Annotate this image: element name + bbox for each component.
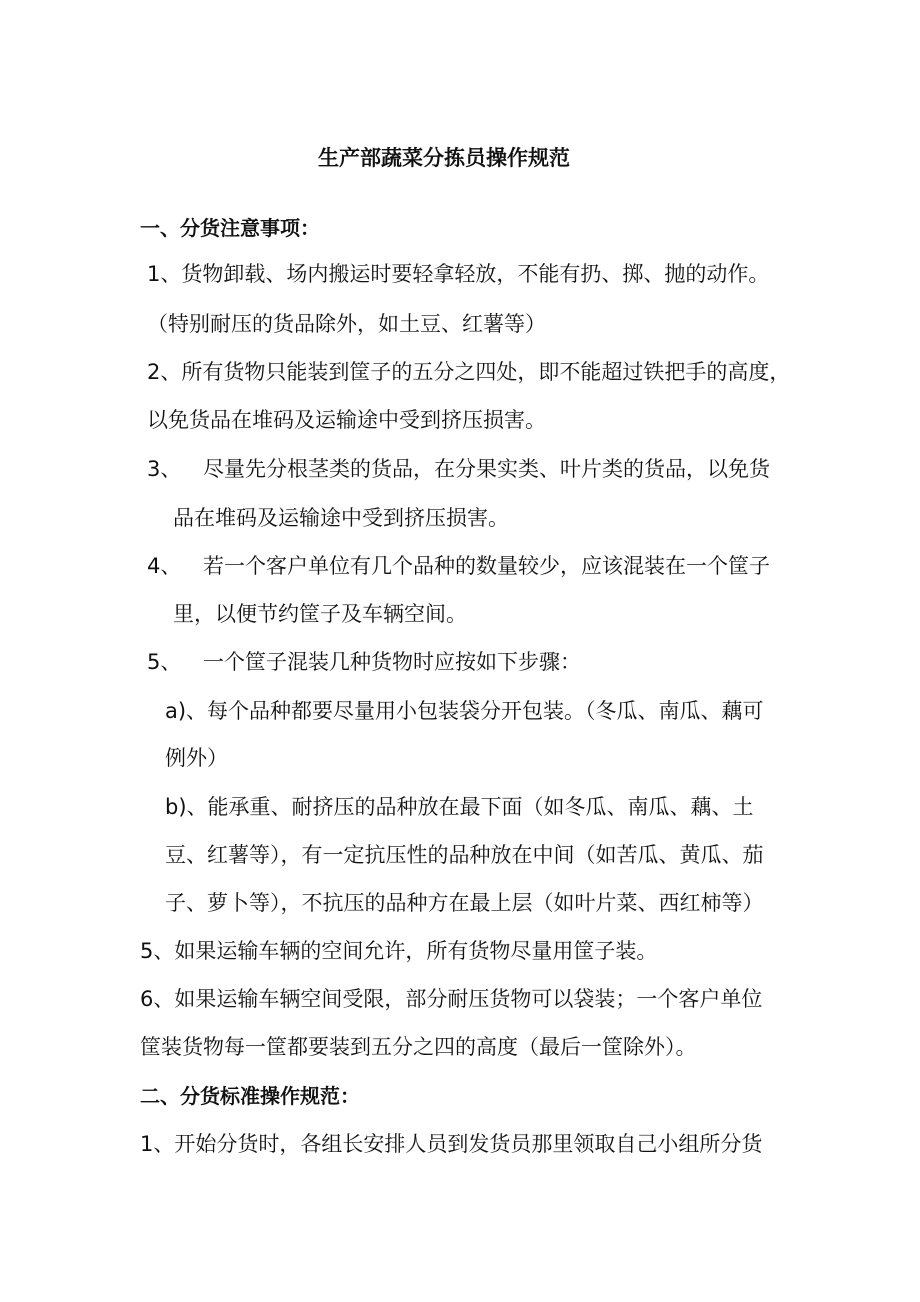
page-title: 生产部蔬菜分拣员操作规范 [318,146,570,170]
section1-item6-line1: 6、如果运输车辆空间受限，部分耐压货物可以袋装；一个客户单位 [140,987,763,1011]
section1-item5-number: 5、 [147,650,182,674]
section1-item2-line1: 2、所有货物只能装到筐子的五分之四处，即不能超过铁把手的高度， [147,360,791,384]
section1-item4-number: 4、 [147,554,182,578]
section1-item4-line1: 若一个客户单位有几个品种的数量较少，应该混装在一个筐子 [203,554,770,578]
section2-item1-line1: 1、开始分货时，各组长安排人员到发货员那里领取自己小组所分货 [140,1132,763,1156]
section1-sub-a-line2: 例外） [165,746,228,770]
section1-item3-line2: 品在堆码及运输途中受到挤压损害。 [173,506,509,530]
section1-sub-b-line2: 豆、红薯等），有一定抗压性的品种放在中间（如苦瓜、黄瓜、茄 [165,843,764,867]
section1-item1-line2: （特别耐压的货品除外，如土豆、红薯等） [147,312,546,336]
section1-sub-b-line1: b)、能承重、耐挤压的品种放在最下面（如冬瓜、南瓜、藕、土 [165,795,754,819]
section1-item5-line1: 一个筐子混装几种货物时应按如下步骤： [203,650,581,674]
section1-item3-line1: 尽量先分根茎类的货品，在分果实类、叶片类的货品，以免货 [203,457,770,481]
section1-sub-b-line3: 子、萝卜等），不抗压的品种方在最上层（如叶片菜、西红柿等） [165,891,764,915]
section1-item3-number: 3、 [147,457,182,481]
section1-sub-a-line1: a)、每个品种都要尽量用小包装袋分开包装。（冬瓜、南瓜、藕可 [165,699,764,723]
section1-heading: 一、分货注意事项： [140,216,320,240]
section1-item4-line2: 里，以便节约筐子及车辆空间。 [173,602,467,626]
section1-item6-line2: 筐装货物每一筐都要装到五分之四的高度（最后一筐除外）。 [140,1035,697,1059]
section1-item1-line1: 1、货物卸载、场内搬运时要轻拿轻放，不能有扔、掷、抛的动作。 [147,262,770,286]
section1-item5b: 5、如果运输车辆的空间允许，所有货物尽量用筐子装。 [140,939,658,963]
section1-item2-line2: 以免货品在堆码及运输途中受到挤压损害。 [147,408,546,432]
section2-heading: 二、分货标准操作规范： [140,1084,360,1108]
